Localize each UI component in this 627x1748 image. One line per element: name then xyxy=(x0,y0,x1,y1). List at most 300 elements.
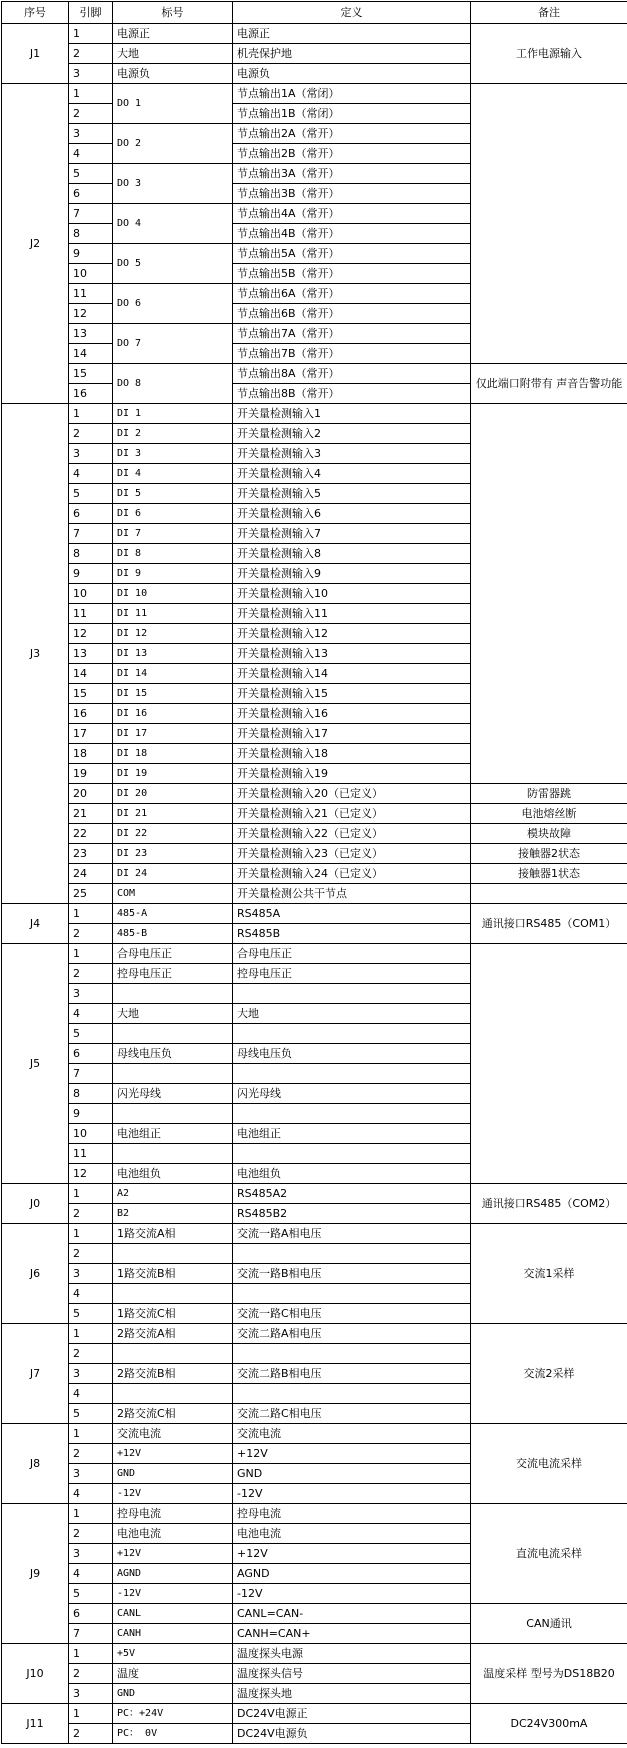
definition-cell: 节点输出6B（常开） xyxy=(233,304,471,324)
signal-label-cell: 1路交流B相 xyxy=(113,1264,233,1284)
signal-label-cell: DI 3 xyxy=(113,444,233,464)
signal-label-cell: 控母电压正 xyxy=(113,964,233,984)
definition-cell: 合母电压正 xyxy=(233,944,471,964)
signal-label-cell xyxy=(113,1104,233,1124)
signal-label-cell: PC： 0V xyxy=(113,1724,233,1744)
definition-cell: 交流二路C相电压 xyxy=(233,1404,471,1424)
definition-cell: AGND xyxy=(233,1564,471,1584)
pin-number-cell: 5 xyxy=(69,1584,113,1604)
pin-number-cell: 22 xyxy=(69,824,113,844)
signal-label-cell: 控母电流 xyxy=(113,1504,233,1524)
remark-cell xyxy=(471,404,627,784)
signal-label-cell: DI 17 xyxy=(113,724,233,744)
signal-label-cell: 电源负 xyxy=(113,64,233,84)
pin-number-cell: 2 xyxy=(69,1524,113,1544)
remark-cell xyxy=(471,884,627,904)
signal-label-cell: DI 9 xyxy=(113,564,233,584)
pin-number-cell: 14 xyxy=(69,344,113,364)
remark-cell: DC24V300mA xyxy=(471,1704,627,1744)
table-row xyxy=(2,1704,627,1724)
remark-cell: 仅此端口附带有 声音告警功能 xyxy=(471,364,627,404)
definition-cell: 节点输出4A（常开） xyxy=(233,204,471,224)
pin-number-cell: 11 xyxy=(69,284,113,304)
signal-label-cell: COM xyxy=(113,884,233,904)
signal-label-cell xyxy=(113,1244,233,1264)
pin-number-cell: 4 xyxy=(69,144,113,164)
definition-cell: 开关量检测输入11 xyxy=(233,604,471,624)
pin-number-cell: 5 xyxy=(69,1304,113,1324)
definition-cell: 开关量检测输入18 xyxy=(233,744,471,764)
signal-label-cell: DI 5 xyxy=(113,484,233,504)
table-row xyxy=(2,364,627,384)
signal-label-cell: 1路交流C相 xyxy=(113,1304,233,1324)
pin-number-cell: 1 xyxy=(69,1324,113,1344)
definition-cell: 开关量检测输入22（已定义） xyxy=(233,824,471,844)
pin-number-cell: 5 xyxy=(69,1404,113,1424)
definition-cell: 开关量检测输入6 xyxy=(233,504,471,524)
signal-label-cell: DO 1 xyxy=(113,84,233,124)
pin-number-cell: 3 xyxy=(69,1264,113,1284)
pin-number-cell: 4 xyxy=(69,464,113,484)
definition-cell: 交流二路A相电压 xyxy=(233,1324,471,1344)
pin-number-cell: 1 xyxy=(69,1504,113,1524)
definition-cell: 开关量检测输入21（已定义） xyxy=(233,804,471,824)
signal-label-cell: 2路交流B相 xyxy=(113,1364,233,1384)
table-row xyxy=(2,944,627,964)
pin-number-cell: 4 xyxy=(69,1564,113,1584)
header-definition: 定义 xyxy=(233,2,471,24)
connector-id-cell: J0 xyxy=(2,1184,69,1224)
definition-cell: 开关量检测输入8 xyxy=(233,544,471,564)
definition-cell: 电池电流 xyxy=(233,1524,471,1544)
signal-label-cell: 2路交流A相 xyxy=(113,1324,233,1344)
definition-cell: GND xyxy=(233,1464,471,1484)
pin-number-cell: 3 xyxy=(69,124,113,144)
signal-label-cell: DI 7 xyxy=(113,524,233,544)
pin-number-cell: 2 xyxy=(69,44,113,64)
signal-label-cell: -12V xyxy=(113,1584,233,1604)
pin-number-cell: 6 xyxy=(69,184,113,204)
connector-id-cell: J8 xyxy=(2,1424,69,1504)
table-row xyxy=(2,1224,627,1244)
definition-cell: +12V xyxy=(233,1544,471,1564)
definition-cell: 交流二路B相电压 xyxy=(233,1364,471,1384)
pin-number-cell: 8 xyxy=(69,544,113,564)
remark-cell: 交流电流采样 xyxy=(471,1424,627,1504)
pin-number-cell: 15 xyxy=(69,364,113,384)
definition-cell: RS485B2 xyxy=(233,1204,471,1224)
signal-label-cell: 电池电流 xyxy=(113,1524,233,1544)
definition-cell: 节点输出1B（常闭） xyxy=(233,104,471,124)
pin-number-cell: 14 xyxy=(69,664,113,684)
definition-cell xyxy=(233,984,471,1004)
definition-cell: 开关量检测输入12 xyxy=(233,624,471,644)
signal-label-cell: DI 21 xyxy=(113,804,233,824)
definition-cell: CANL=CAN- xyxy=(233,1604,471,1624)
signal-label-cell: DI 4 xyxy=(113,464,233,484)
remark-cell: 交流2采样 xyxy=(471,1324,627,1424)
definition-cell xyxy=(233,1284,471,1304)
definition-cell: 节点输出2B（常开） xyxy=(233,144,471,164)
pin-number-cell: 6 xyxy=(69,1604,113,1624)
signal-label-cell: DI 16 xyxy=(113,704,233,724)
signal-label-cell: 大地 xyxy=(113,44,233,64)
definition-cell: 节点输出5B（常开） xyxy=(233,264,471,284)
signal-label-cell: DO 6 xyxy=(113,284,233,324)
signal-label-cell: A2 xyxy=(113,1184,233,1204)
signal-label-cell: B2 xyxy=(113,1204,233,1224)
definition-cell: -12V xyxy=(233,1484,471,1504)
signal-label-cell: GND xyxy=(113,1464,233,1484)
definition-cell: 开关量检测输入13 xyxy=(233,644,471,664)
definition-cell: 节点输出1A（常闭） xyxy=(233,84,471,104)
signal-label-cell: DI 14 xyxy=(113,664,233,684)
remark-cell: 模块故障 xyxy=(471,824,627,844)
definition-cell: RS485A xyxy=(233,904,471,924)
pin-number-cell: 3 xyxy=(69,64,113,84)
definition-cell xyxy=(233,1144,471,1164)
pin-number-cell: 3 xyxy=(69,1364,113,1384)
pin-number-cell: 1 xyxy=(69,944,113,964)
definition-cell: -12V xyxy=(233,1584,471,1604)
remark-cell: 防雷器跳 xyxy=(471,784,627,804)
remark-cell: CAN通讯 xyxy=(471,1604,627,1644)
definition-cell: 开关量检测输入10 xyxy=(233,584,471,604)
definition-cell: 大地 xyxy=(233,1004,471,1024)
pin-number-cell: 7 xyxy=(69,1064,113,1084)
definition-cell: 节点输出3A（常开） xyxy=(233,164,471,184)
signal-label-cell xyxy=(113,984,233,1004)
definition-cell: 控母电流 xyxy=(233,1504,471,1524)
signal-label-cell: DO 4 xyxy=(113,204,233,244)
signal-label-cell: GND xyxy=(113,1684,233,1704)
pin-number-cell: 21 xyxy=(69,804,113,824)
definition-cell: 开关量检测输入15 xyxy=(233,684,471,704)
table-row xyxy=(2,884,627,904)
table-row xyxy=(2,864,627,884)
pin-number-cell: 1 xyxy=(69,904,113,924)
definition-cell: DC24V电源正 xyxy=(233,1704,471,1724)
connector-id-cell: J2 xyxy=(2,84,69,404)
pin-number-cell: 3 xyxy=(69,444,113,464)
pin-number-cell: 12 xyxy=(69,1164,113,1184)
signal-label-cell: DI 15 xyxy=(113,684,233,704)
definition-cell: 开关量检测输入24（已定义） xyxy=(233,864,471,884)
definition-cell: 开关量检测公共干节点 xyxy=(233,884,471,904)
pin-number-cell: 2 xyxy=(69,1444,113,1464)
table-row xyxy=(2,404,627,424)
signal-label-cell: DO 8 xyxy=(113,364,233,404)
signal-label-cell: DI 22 xyxy=(113,824,233,844)
remark-cell: 电池熔丝断 xyxy=(471,804,627,824)
definition-cell: 开关量检测输入5 xyxy=(233,484,471,504)
pin-number-cell: 2 xyxy=(69,104,113,124)
signal-label-cell xyxy=(113,1064,233,1084)
definition-cell: 开关量检测输入14 xyxy=(233,664,471,684)
pin-number-cell: 5 xyxy=(69,484,113,504)
table-row xyxy=(2,904,627,924)
header-remark: 备注 xyxy=(471,2,627,24)
pin-number-cell: 2 xyxy=(69,1244,113,1264)
signal-label-cell: 大地 xyxy=(113,1004,233,1024)
table-row xyxy=(2,804,627,824)
pin-number-cell: 6 xyxy=(69,504,113,524)
signal-label-cell: DI 2 xyxy=(113,424,233,444)
pin-number-cell: 1 xyxy=(69,24,113,44)
definition-cell: DC24V电源负 xyxy=(233,1724,471,1744)
pin-number-cell: 1 xyxy=(69,1644,113,1664)
pin-number-cell: 12 xyxy=(69,304,113,324)
remark-cell: 通讯接口RS485（COM1） xyxy=(471,904,627,944)
pin-number-cell: 11 xyxy=(69,1144,113,1164)
pin-number-cell: 3 xyxy=(69,1684,113,1704)
definition-cell: 开关量检测输入3 xyxy=(233,444,471,464)
table-row xyxy=(2,1324,627,1344)
connector-id-cell: J1 xyxy=(2,24,69,84)
table-row xyxy=(2,1504,627,1524)
pin-number-cell: 1 xyxy=(69,1424,113,1444)
definition-cell xyxy=(233,1384,471,1404)
signal-label-cell: DO 3 xyxy=(113,164,233,204)
definition-cell: 开关量检测输入23（已定义） xyxy=(233,844,471,864)
definition-cell xyxy=(233,1064,471,1084)
definition-cell: 电源正 xyxy=(233,24,471,44)
remark-cell: 接触器1状态 xyxy=(471,864,627,884)
signal-label-cell: CANH xyxy=(113,1624,233,1644)
pin-number-cell: 1 xyxy=(69,404,113,424)
definition-cell: 电源负 xyxy=(233,64,471,84)
definition-cell: 控母电压正 xyxy=(233,964,471,984)
table-row xyxy=(2,824,627,844)
definition-cell: 电池组正 xyxy=(233,1124,471,1144)
pin-number-cell: 18 xyxy=(69,744,113,764)
pin-number-cell: 3 xyxy=(69,984,113,1004)
connector-id-cell: J10 xyxy=(2,1644,69,1704)
pin-number-cell: 7 xyxy=(69,524,113,544)
signal-label-cell: 合母电压正 xyxy=(113,944,233,964)
table-row xyxy=(2,844,627,864)
definition-cell: 节点输出2A（常开） xyxy=(233,124,471,144)
definition-cell: 电池组负 xyxy=(233,1164,471,1184)
remark-cell xyxy=(471,84,627,364)
signal-label-cell: DO 7 xyxy=(113,324,233,364)
table-row xyxy=(2,1604,627,1624)
signal-label-cell xyxy=(113,1284,233,1304)
definition-cell: 节点输出4B（常开） xyxy=(233,224,471,244)
table-row xyxy=(2,1184,627,1204)
definition-cell: 开关量检测输入16 xyxy=(233,704,471,724)
remark-cell: 接触器2状态 xyxy=(471,844,627,864)
definition-cell: 交流一路A相电压 xyxy=(233,1224,471,1244)
pin-number-cell: 3 xyxy=(69,1464,113,1484)
definition-cell: 开关量检测输入7 xyxy=(233,524,471,544)
table-row xyxy=(2,24,627,44)
signal-label-cell: 电池组正 xyxy=(113,1124,233,1144)
signal-label-cell xyxy=(113,1384,233,1404)
signal-label-cell: DI 23 xyxy=(113,844,233,864)
pin-number-cell: 5 xyxy=(69,164,113,184)
definition-cell xyxy=(233,1104,471,1124)
pin-number-cell: 10 xyxy=(69,584,113,604)
pin-number-cell: 20 xyxy=(69,784,113,804)
definition-cell: 节点输出5A（常开） xyxy=(233,244,471,264)
signal-label-cell: 电源正 xyxy=(113,24,233,44)
signal-label-cell: DI 8 xyxy=(113,544,233,564)
definition-cell: 温度探头信号 xyxy=(233,1664,471,1684)
signal-label-cell: DI 6 xyxy=(113,504,233,524)
pin-number-cell: 2 xyxy=(69,1724,113,1744)
definition-cell: CANH=CAN+ xyxy=(233,1624,471,1644)
pin-number-cell: 2 xyxy=(69,1664,113,1684)
signal-label-cell: DI 12 xyxy=(113,624,233,644)
definition-cell: RS485A2 xyxy=(233,1184,471,1204)
pin-number-cell: 5 xyxy=(69,1024,113,1044)
remark-cell: 工作电源输入 xyxy=(471,24,627,84)
definition-cell: 节点输出8B（常开） xyxy=(233,384,471,404)
definition-cell: 开关量检测输入20（已定义） xyxy=(233,784,471,804)
signal-label-cell: +12V xyxy=(113,1544,233,1564)
connector-id-cell: J11 xyxy=(2,1704,69,1744)
definition-cell: 母线电压负 xyxy=(233,1044,471,1064)
header-label: 标号 xyxy=(113,2,233,24)
definition-cell xyxy=(233,1244,471,1264)
pin-definition-table xyxy=(1,1,627,1744)
definition-cell: 开关量检测输入17 xyxy=(233,724,471,744)
signal-label-cell: 闪光母线 xyxy=(113,1084,233,1104)
connector-id-cell: J5 xyxy=(2,944,69,1184)
signal-label-cell: DI 10 xyxy=(113,584,233,604)
pin-number-cell: 23 xyxy=(69,844,113,864)
table-row xyxy=(2,1644,627,1664)
pin-number-cell: 6 xyxy=(69,1044,113,1064)
definition-cell: 开关量检测输入1 xyxy=(233,404,471,424)
signal-label-cell: 1路交流A相 xyxy=(113,1224,233,1244)
header-pin: 引脚 xyxy=(69,2,113,24)
pin-number-cell: 4 xyxy=(69,1004,113,1024)
definition-cell: 节点输出7B（常开） xyxy=(233,344,471,364)
pin-number-cell: 3 xyxy=(69,1544,113,1564)
pin-number-cell: 4 xyxy=(69,1384,113,1404)
definition-cell: 开关量检测输入2 xyxy=(233,424,471,444)
pin-number-cell: 1 xyxy=(69,1224,113,1244)
pin-number-cell: 8 xyxy=(69,224,113,244)
definition-cell xyxy=(233,1024,471,1044)
signal-label-cell: DI 13 xyxy=(113,644,233,664)
pin-number-cell: 7 xyxy=(69,204,113,224)
pin-number-cell: 1 xyxy=(69,1704,113,1724)
definition-cell: 闪光母线 xyxy=(233,1084,471,1104)
table-row xyxy=(2,784,627,804)
pin-number-cell: 1 xyxy=(69,84,113,104)
header-index: 序号 xyxy=(2,2,69,24)
definition-cell: 机壳保护地 xyxy=(233,44,471,64)
definition-cell: 交流一路C相电压 xyxy=(233,1304,471,1324)
definition-cell: 开关量检测输入9 xyxy=(233,564,471,584)
signal-label-cell: PC：+24V xyxy=(113,1704,233,1724)
remark-cell: 交流1采样 xyxy=(471,1224,627,1324)
header-row xyxy=(2,2,627,24)
pin-number-cell: 8 xyxy=(69,1084,113,1104)
signal-label-cell: -12V xyxy=(113,1484,233,1504)
pin-number-cell: 12 xyxy=(69,624,113,644)
pin-number-cell: 2 xyxy=(69,424,113,444)
pin-number-cell: 7 xyxy=(69,1624,113,1644)
table-row xyxy=(2,1424,627,1444)
pin-number-cell: 10 xyxy=(69,1124,113,1144)
pin-number-cell: 4 xyxy=(69,1284,113,1304)
signal-label-cell: DI 19 xyxy=(113,764,233,784)
signal-label-cell: 温度 xyxy=(113,1664,233,1684)
definition-cell: 节点输出7A（常开） xyxy=(233,324,471,344)
signal-label-cell: 485-B xyxy=(113,924,233,944)
pin-number-cell: 10 xyxy=(69,264,113,284)
pin-number-cell: 9 xyxy=(69,244,113,264)
connector-id-cell: J6 xyxy=(2,1224,69,1324)
definition-cell: +12V xyxy=(233,1444,471,1464)
signal-label-cell: DI 18 xyxy=(113,744,233,764)
remark-cell: 温度采样 型号为DS18B20 xyxy=(471,1644,627,1704)
pin-number-cell: 19 xyxy=(69,764,113,784)
signal-label-cell xyxy=(113,1024,233,1044)
signal-label-cell xyxy=(113,1344,233,1364)
pin-number-cell: 13 xyxy=(69,644,113,664)
pin-number-cell: 2 xyxy=(69,924,113,944)
signal-label-cell: 电池组负 xyxy=(113,1164,233,1184)
signal-label-cell: DO 5 xyxy=(113,244,233,284)
connector-id-cell: J3 xyxy=(2,404,69,904)
remark-cell: 直流电流采样 xyxy=(471,1504,627,1604)
signal-label-cell: 交流电流 xyxy=(113,1424,233,1444)
pin-number-cell: 9 xyxy=(69,564,113,584)
definition-cell: 交流一路B相电压 xyxy=(233,1264,471,1284)
pin-number-cell: 16 xyxy=(69,704,113,724)
pin-number-cell: 24 xyxy=(69,864,113,884)
pin-number-cell: 25 xyxy=(69,884,113,904)
definition-cell: RS485B xyxy=(233,924,471,944)
signal-label-cell: +5V xyxy=(113,1644,233,1664)
signal-label-cell: DI 1 xyxy=(113,404,233,424)
definition-cell: 开关量检测输入4 xyxy=(233,464,471,484)
pin-number-cell: 17 xyxy=(69,724,113,744)
remark-cell xyxy=(471,944,627,1184)
connector-id-cell: J9 xyxy=(2,1504,69,1644)
signal-label-cell: DI 11 xyxy=(113,604,233,624)
connector-id-cell: J4 xyxy=(2,904,69,944)
signal-label-cell: 2路交流C相 xyxy=(113,1404,233,1424)
pin-number-cell: 9 xyxy=(69,1104,113,1124)
table-body xyxy=(2,24,627,1744)
definition-cell: 开关量检测输入19 xyxy=(233,764,471,784)
pin-number-cell: 2 xyxy=(69,1344,113,1364)
pin-number-cell: 16 xyxy=(69,384,113,404)
connector-id-cell: J7 xyxy=(2,1324,69,1424)
pin-number-cell: 15 xyxy=(69,684,113,704)
signal-label-cell: DI 20 xyxy=(113,784,233,804)
pin-number-cell: 11 xyxy=(69,604,113,624)
pin-number-cell: 2 xyxy=(69,1204,113,1224)
definition-cell: 节点输出6A（常开） xyxy=(233,284,471,304)
pin-number-cell: 2 xyxy=(69,964,113,984)
signal-label-cell: DO 2 xyxy=(113,124,233,164)
signal-label-cell: 母线电压负 xyxy=(113,1044,233,1064)
remark-cell: 通讯接口RS485（COM2） xyxy=(471,1184,627,1224)
signal-label-cell: 485-A xyxy=(113,904,233,924)
pin-number-cell: 4 xyxy=(69,1484,113,1504)
signal-label-cell: DI 24 xyxy=(113,864,233,884)
signal-label-cell xyxy=(113,1144,233,1164)
signal-label-cell: +12V xyxy=(113,1444,233,1464)
definition-cell: 节点输出8A（常开） xyxy=(233,364,471,384)
